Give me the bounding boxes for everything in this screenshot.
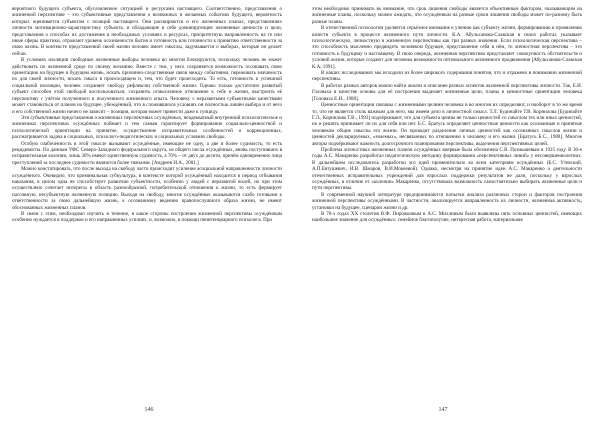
right-page	[300, 0, 580, 424]
page-number: 147	[438, 407, 448, 413]
page-number: 146	[144, 407, 154, 413]
paragraph: Можно констатировать, что после выхода на свободу часто происходит усиление асоциальной направленности личности осуждённого. Очевидно, что криминальная субкультура, в контексте которой осуждённый находится в период отбывания наказания, в целом одна не способствует развитию субъектности, особенно у людей с неразвитой волей, но при этом осуществлено сочетает интересы в область разнообразной, потребительской отношения к жизни, то есть формирует пассивную, несубъектную жизненную позицию. Выходя на свободу, многие осуждённые оказываются слабо готовыми к ответственности за свою дальнейшую жизнь, к осознанному ведению правопослушного образа жизни, не имеют обоснованных жизненных планов.	[12, 166, 282, 211]
paragraph: В условиях изоляции свободные жизненные выборы человека во многом блокируются, поскольку человек не может действовать по жизненной среде по своему желанию. Вместе с тем, у него сохраняется возможность осознавать свою ориентацию на будущее в будущем жизнь, искать причинно-следственные связи между событиями, переживать значимость их для своей личности, искать смысл в происходящем и, тем, что будет происходить. То есть, готовность к успешной социальной изоляции, человек сохраняет свободу рефлексии собственной жизни. Однако только достаточно развитый субъект способен этой свободой воспользоваться, сохранить осмысленное отношение к себе и жизни, выстроить её перспективу с учётом полученного и полученного жизненного опыта. Человеку с неразвитыми субъектными качествами может становиться от планов на будущее, убеждённый, что в сложившихся условиях он полностью лишён выбора и от него и его собственной жизни ничего не зависит – позиция, которая может привести даже к суициду.	[12, 57, 282, 115]
left-page	[0, 0, 280, 424]
paragraph: В работах разных авторов можно найти анализ и описание разных аспектов жизненной перспективы личности. Так, Е.И. Головаха в качестве основы для её построения выделяет жизненные цели, планы и ценностные ориентации человека [Головаха Е.И., 1988].	[312, 82, 582, 102]
paragraph: В наших исследованиях мы исходили из более широкого содержания понятия, что и отражено в понимании жизненной перспективы.	[312, 70, 582, 83]
paragraph: В современной научной литературе предпринимаются попытки анализа различных сторон и факторов построения жизненной перспективы осуждёнными. В частности, анализируется направленность их личности, жизненная активность, установки на будущее, сценарии жизни и др.	[312, 191, 582, 211]
paragraph: этом необходимо принимать во внимание, что срок лишения свободы является объективным фактором, оказывающим на жизненные планы, поскольку можно ожидать, что осуждённым на разные сроки лишения свободы может по-разному быть разные планы.	[312, 6, 582, 25]
paragraph: В отечественной психологии уделяется серьёзное внимание к учению как субъекту жизни, формированию и проявлению качеств субъекта в процессе жизненного пути личности. К.А. Абульханова-Славская в своих работах указывает психологическую, личностную и жизненную перспективы как три разных значения. Если психологическая перспектива – это способность мысленно предвидеть человеком будущее, представление себя в нём, то личностная перспектива – это готовность к будущему и настоящему. В свою очередь, жизненная перспектива представляет совокупность обстоятельств и условий жизни, которые создают для человека возможности оптимального жизненного продвижения [Абульханова-Славская К.А, 1991].	[312, 25, 582, 70]
paragraph: Особую озабоченность в этой смысле вызывают осуждённые, имеющие не одну, а две и более судимость, то есть рецидивисты. По данным УФС Северо-Западного федерального округа, из общего числа осуждённых, вновь поступивших в исправительные колонии, лишь 30% имеют единственную судимость, а 70% – от двух до десяти, причём одновременно лица преступлений за последнее судимости являются более тяжкими. [Андреев Н.А., 2001.]	[12, 140, 282, 166]
paragraph: вероятного будущего субъекта, обусловленное ситуацией и ресурсами настоящего. Соответственно, представления о жизненной перспективе – это субъективные представления о возможных и желаемых событиях будущего, вероятность которых оценивается субъектом с позиций настоящего. Они расширяются и его жизненных планах, представлениях личности мотивационно-характеристику субъекта, и обладающие в себе доминирующие жизненные ценности и цели, представления о способах их достижения и необходимых условиях и ресурсах, приоритетную направленность на те или иные сферы практики, отражают уровень осознанности бытия и готовность или готовности к принятию ответственности за свою жизнь. В контексте представлений своей жизни человек имеет смыслы, задумывается о выборах, которые он делает сейчас.	[12, 6, 282, 57]
right-page-text	[312, 6, 582, 400]
paragraph: Ценностные ориентации связаны с жизненными целями человека и во многом их определяют, и наоборот в то же время то, что не является столь важным для него, мы имеем дело в личностной смысл. Т.Л. Будинайте Т.В. Корнилова [Будинайте Г.Л., Корнилова Т.В., 1993] подчёркивают, что для субъекта ценны не только ценностей со смыслом тех или иных ценностей, но и решить принимает ли их для себя или нет. Б.С. Братусь определяет ценностные ценности как осознанные и принятые человеком общие смыслы его жизни. Он проводит разделение личных ценностей как осознанных смыслов жизни и ценностей декларируемых, «знаемых», несвязанных по отношению к человеку и его жизни. [Братусь Б.С., 1988]. Многие авторы подчёркивают важность долгосрочного планирования перспективы, выделения перспективных целей.	[312, 102, 582, 147]
paragraph: В 70-х годах XX столетия В.Ф. Пирожковым и А.С. Михлиным были выявлены пять основных ценностей, имеющих наибольшее значение для осуждённых: семейное благополучие, интересная работа, материальная	[312, 211, 582, 224]
paragraph: Эти субъективные представления о жизненных перспективах осуждённых, неадекватный внутренний психологическое и жизненных перспективах осуждённых поймает и тем самым гарантирует формирование социально-ценностной и психологической ориентации на принятие, осуществление исправительных особенностей и коррекционных, рассматривается задача в социальных, психолого-педагогических и социальных условиях свободы.	[12, 114, 282, 141]
paragraph: В связи с этим, необходимо изучить в течение, в какое стороны построения жизненной перспективы осуждённым особенно нуждается в поддержке и его направленных усилиях, и, возможно, в помощи пенитенциарного психолога. При	[12, 211, 282, 224]
paragraph: Проблема личностных жизненных планов осуждённых впервые была обозначена С.В. Познышевым в 1925 году. В 30-е годы А.С. Макаренко разработал педагогическую методику формирования «перспективных линий» у несовершеннолетних. В дальнейшем исследователь разработки эго идей применительно ко всем категориям осуждённых (Б.С. Утевский, А.П.Евтушевич, И.В. Шмаров, В.И.Мокеевой). Однако, несмотря на принятие идеи А.С. Макаренко о деятельности отечественных исправительных учреждений для взрослых поддержки результатов не дали, поскольку у взрослых осуждённых, в отличие от «колонии» Макаренко, отсутствовала возможность самостоятельно выбирать жизненные цели и пути перспективы.	[312, 146, 582, 192]
left-page-text	[12, 6, 282, 400]
